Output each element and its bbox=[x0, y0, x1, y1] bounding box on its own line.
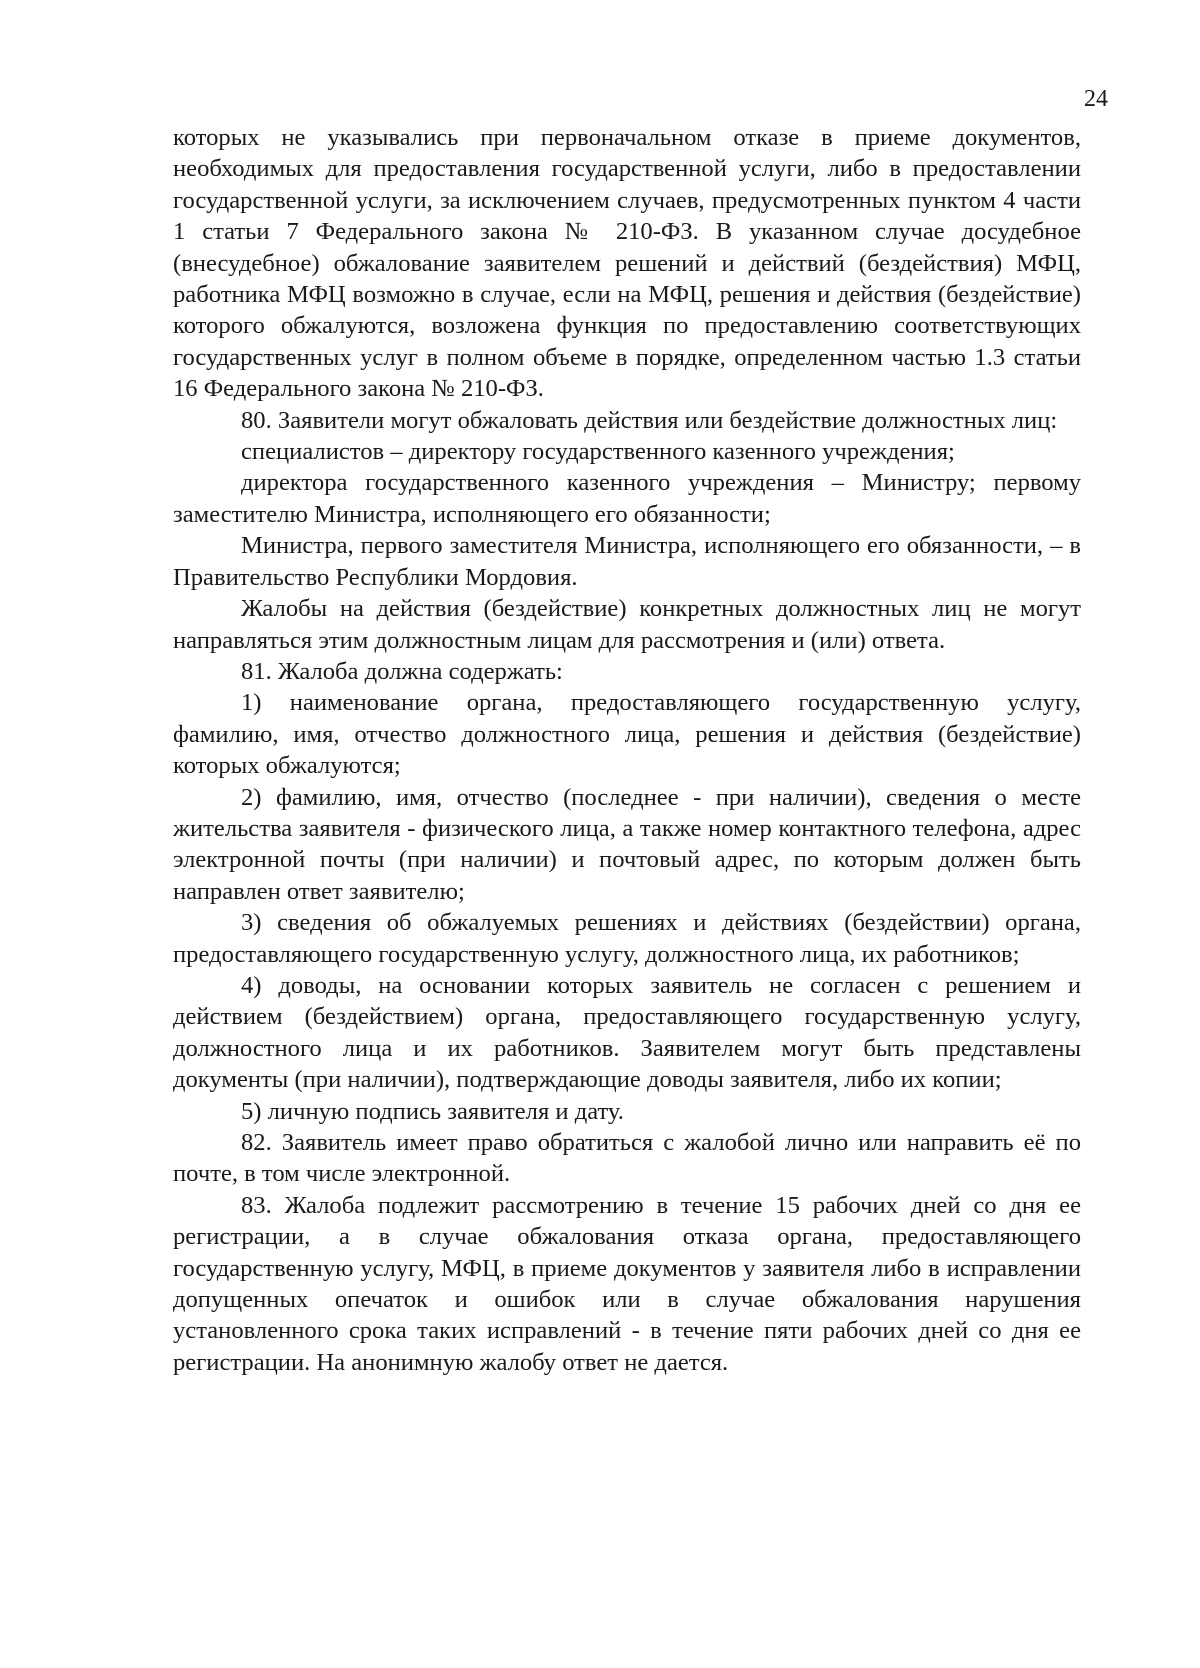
paragraph-minister: Министра, первого заместителя Министра, исполняющего его обязанности, – в Правительство Республики Мордовия. bbox=[173, 532, 1081, 591]
paragraph-item-82: 82. Заявитель имеет право обратиться с жалобой лично или направить её по почте, в том числе электронной. bbox=[173, 1129, 1081, 1188]
paragraph-specialists: специалистов – директору государственного казенного учреждения; bbox=[241, 438, 955, 466]
document-body bbox=[173, 122, 1081, 1378]
paragraph-item-83: 83. Жалоба подлежит рассмотрению в течение 15 рабочих дней со дня ее регистрации, а в случае обжалования отказа органа, предоставляющего государственную услугу, МФЦ, в приеме документов у заявителя либо в исправлении допущенных опечаток и ошибок или в случае обжалования нарушения установленного срока таких исправлений - в течение пяти рабочих дней со дня ее регистрации. На анонимную жалобу ответ не дается. bbox=[173, 1191, 1081, 1376]
page-number: 24 bbox=[1084, 86, 1108, 112]
paragraph-director: директора государственного казенного учреждения – Министру; первому заместителю Министра, исполняющего его обязанности; bbox=[173, 469, 1081, 528]
paragraph-subitem-2: 2) фамилию, имя, отчество (последнее - при наличии), сведения о месте жительства заявителя - физического лица, а также номер контактного телефона, адрес электронной почты (при наличии) и почтовый адрес, по которым должен быть направлен ответ заявителю; bbox=[173, 783, 1081, 905]
paragraph-item-80: 80. Заявители могут обжаловать действия или бездействие должностных лиц: bbox=[241, 406, 1058, 434]
paragraph-subitem-4: 4) доводы, на основании которых заявитель не согласен с решением и действием (бездействием) органа, предоставляющего государственную услугу, должностного лица и их работников. Заявителем могут быть представлены документы (при наличии), подтверждающие доводы заявителя, либо их копии; bbox=[173, 971, 1081, 1094]
paragraph-continuation: которых не указывались при первоначальном отказе в приеме документов, необходимых для предоставления государственной услуги, либо в предоставлении государственной услуги, за исключением случаев, предусмотренных пунктом 4 части 1 статьи 7 Федерального закона № 210-ФЗ. В указанном случае досудебное (внесудебное) обжалование заявителем решений и действий (бездействия) МФЦ, работника МФЦ возможно в случае, если на МФЦ, решения и действия (бездействие) которого обжалуются, возложена функция по предоставлению соответствующих государственных услуг в полном объеме в порядке, определенном частью 1.3 статьи 16 Федерального закона № 210-ФЗ. bbox=[173, 124, 1081, 403]
paragraph-subitem-3: 3) сведения об обжалуемых решениях и действиях (бездействии) органа, предоставляющего государственную услугу, должностного лица, их работников; bbox=[173, 909, 1081, 968]
paragraph-complaints-note: Жалобы на действия (бездействие) конкретных должностных лиц не могут направляться этим должностным лицам для рассмотрения и (или) ответа. bbox=[173, 595, 1081, 654]
paragraph-subitem-5: 5) личную подпись заявителя и дату. bbox=[241, 1097, 624, 1125]
paragraph-item-81: 81. Жалоба должна содержать: bbox=[241, 657, 563, 685]
paragraph-subitem-1: 1) наименование органа, предоставляющего государственную услугу, фамилию, имя, отчество должностного лица, решения и действия (бездействие) которых обжалуются; bbox=[173, 689, 1081, 780]
